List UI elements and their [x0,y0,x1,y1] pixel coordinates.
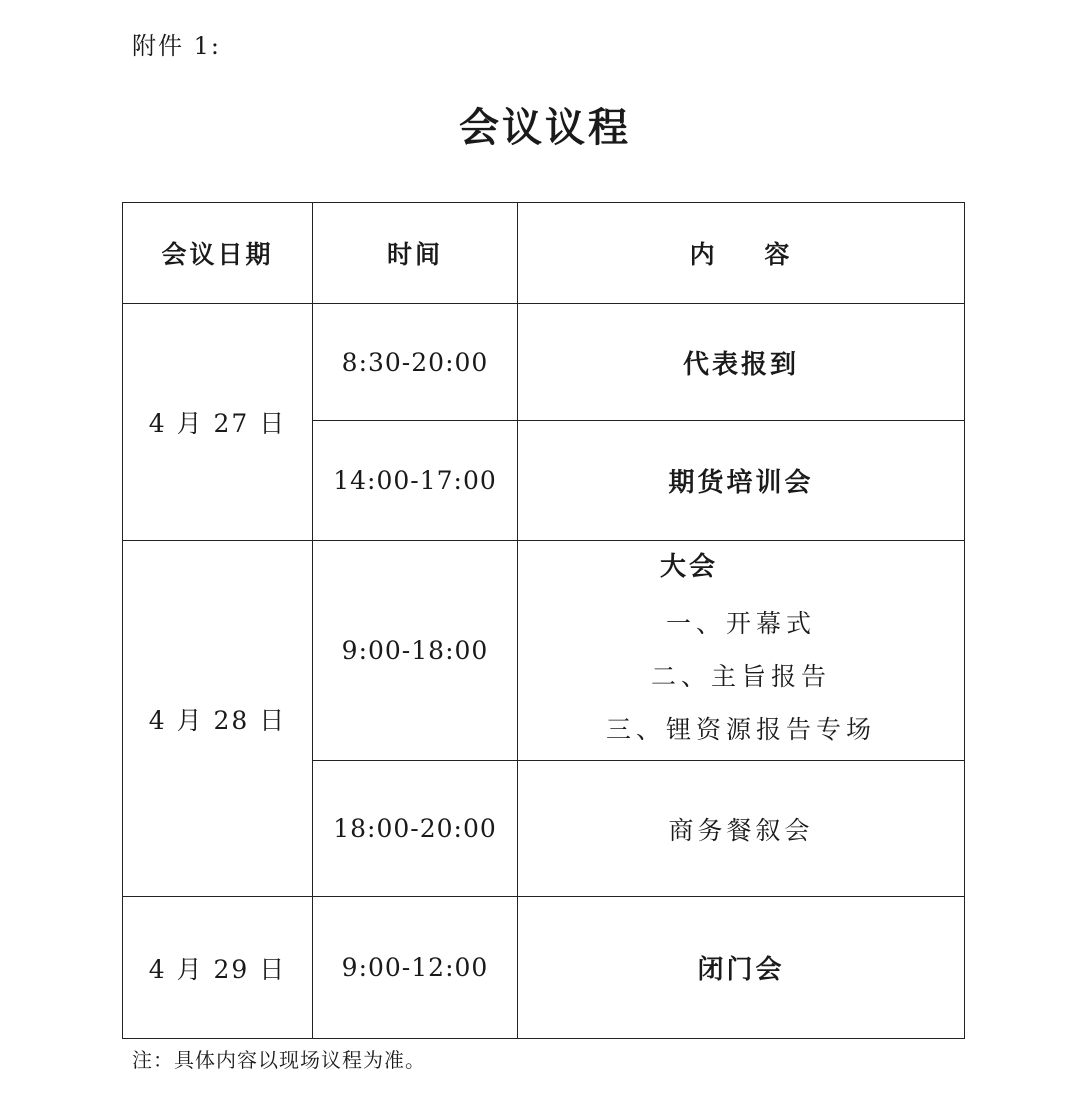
time-cell: 9:00-18:00 [313,541,518,761]
session-item: 二、主旨报告 [650,661,831,691]
table-row [123,897,965,1039]
agenda-table [122,202,965,1039]
header-date: 会议日期 [123,203,313,304]
content-cell [518,541,965,761]
header-content: 内 容 [518,203,965,304]
time-cell: 8:30-20:00 [313,304,518,421]
session-title: 大会 [659,551,718,582]
time-cell: 14:00-17:00 [313,421,518,541]
content-cell: 代表报到 [518,304,965,421]
content-cell: 闭门会 [518,897,965,1039]
date-cell: 4 月 29 日 [123,897,313,1039]
content-cell: 期货培训会 [518,421,965,541]
header-time: 时间 [313,203,518,304]
time-cell: 9:00-12:00 [313,897,518,1039]
session-item: 一、开幕式 [665,608,816,638]
document-title: 会议议程 [459,105,631,151]
attachment-label: 附件 1: [132,32,221,60]
table-row [123,304,965,421]
session-item: 三、锂资源报告专场 [605,714,876,744]
table-header-row [123,203,965,304]
time-cell: 18:00-20:00 [313,761,518,897]
date-cell: 4 月 27 日 [123,304,313,541]
date-cell: 4 月 28 日 [123,541,313,897]
content-cell: 商务餐叙会 [518,761,965,897]
footnote: 注：具体内容以现场议程为准。 [132,1048,426,1072]
table-row [123,541,965,761]
